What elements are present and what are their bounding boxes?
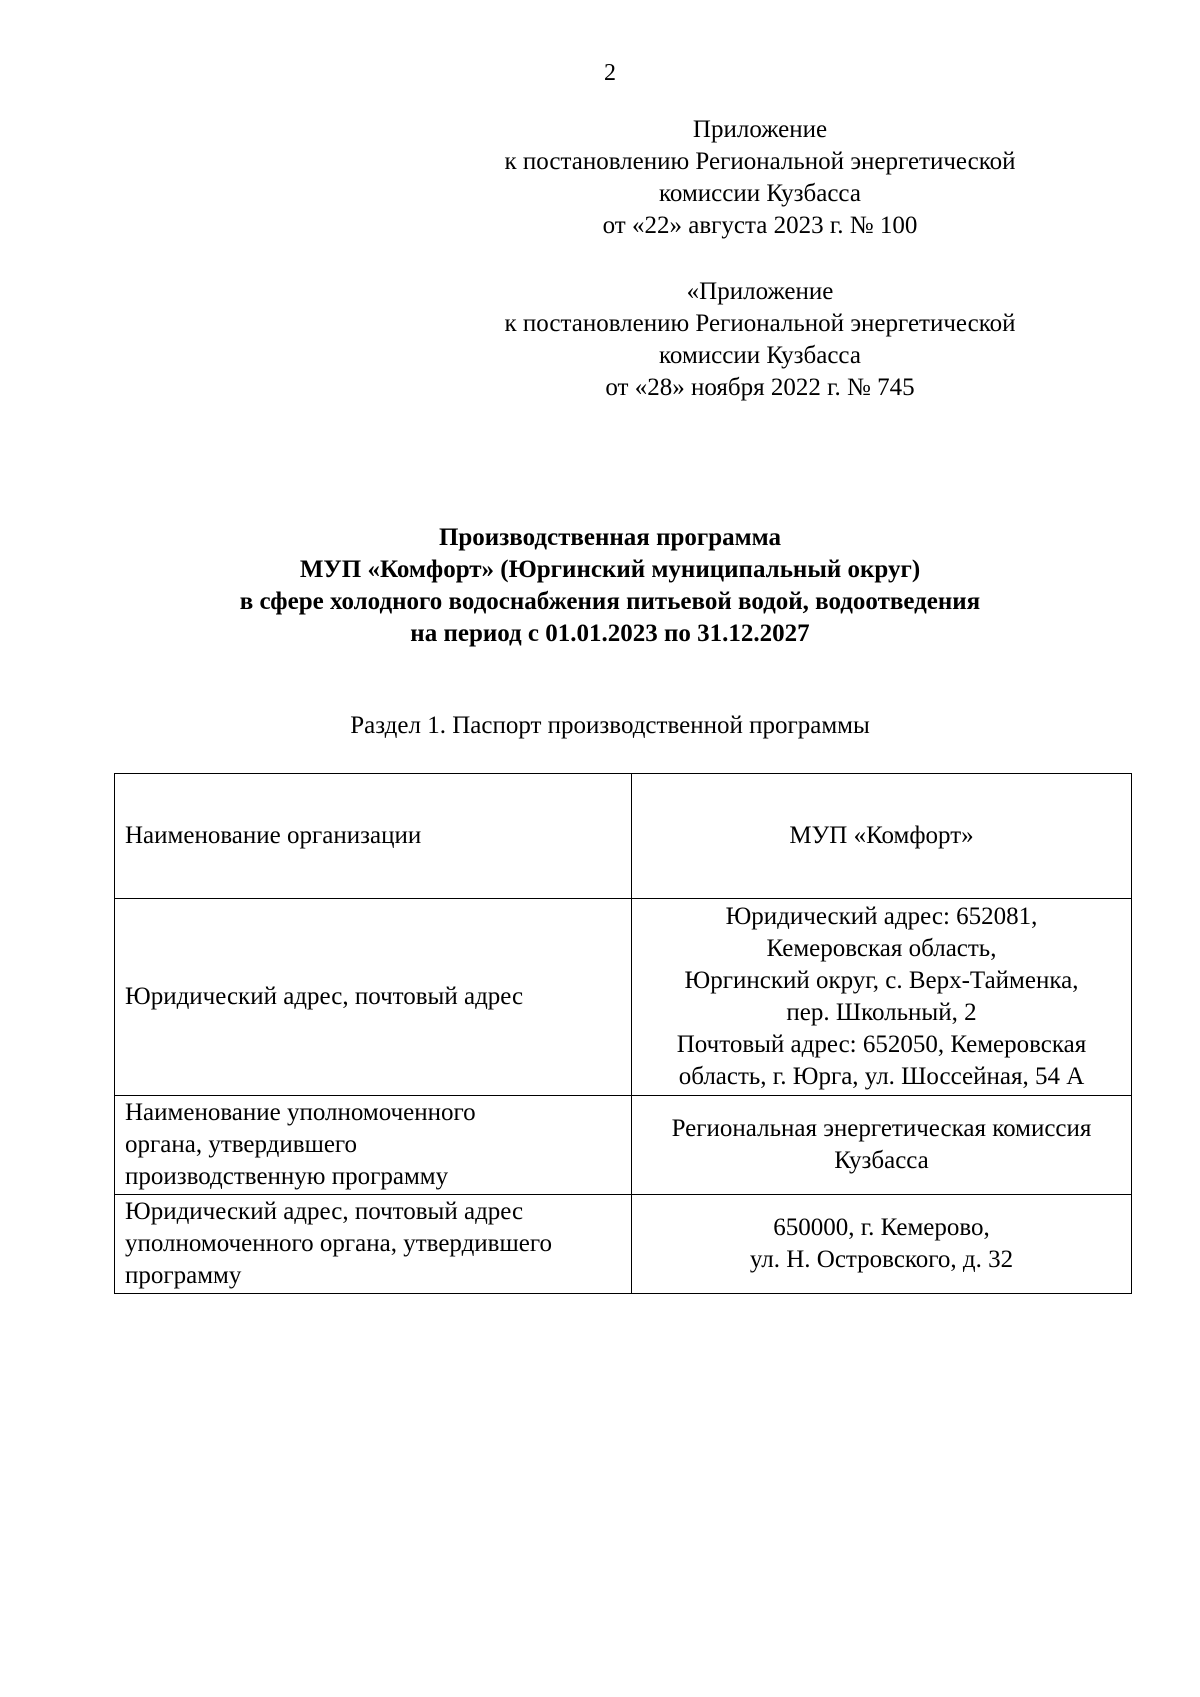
cell-line: МУП «Комфорт»	[789, 822, 974, 849]
cell-line: производственную программу	[125, 1163, 449, 1190]
table-label-cell	[115, 774, 632, 899]
table-row	[115, 774, 1132, 899]
title-line: в сфере холодного водоснабжения питьевой водой, водоотведения	[239, 588, 981, 615]
cell-line: Наименование организации	[125, 822, 422, 849]
table-row	[115, 1096, 1132, 1195]
cell-line: Почтовый адрес: 652050, Кемеровская	[676, 1031, 1087, 1058]
cell-line: 650000, г. Кемерово,	[773, 1214, 990, 1241]
program-title	[110, 522, 1110, 650]
table-label-cell	[115, 899, 632, 1096]
cell-line: ул. Н. Островского, д. 32	[749, 1246, 1014, 1273]
cell-line: Региональная энергетическая комиссия	[671, 1115, 1092, 1142]
appendix-line: к постановлению Региональной энергетической	[504, 148, 1016, 175]
cell-line: органа, утвердившего	[125, 1131, 358, 1158]
table-row	[115, 899, 1132, 1096]
cell-line: Наименование уполномоченного	[125, 1099, 476, 1126]
cell-line: Юридический адрес, почтовый адрес	[125, 983, 524, 1010]
table-row	[115, 1195, 1132, 1294]
table-label-cell	[115, 1195, 632, 1294]
title-line: МУП «Комфорт» (Юргинский муниципальный округ)	[299, 556, 921, 583]
section-heading: Раздел 1. Паспорт производственной программы	[350, 712, 870, 739]
cell-line: Юргинский округ, с. Верх-Тайменка,	[684, 967, 1079, 994]
appendix-header-original	[460, 276, 1060, 404]
table-label-cell	[115, 1096, 632, 1195]
passport-table	[114, 773, 1132, 1294]
table-value-cell	[632, 774, 1132, 899]
cell-line: программу	[125, 1262, 242, 1289]
table-value-cell	[632, 1195, 1132, 1294]
cell-line: пер. Школьный, 2	[786, 999, 977, 1026]
page-number: 2	[604, 60, 616, 86]
appendix-line: от «22» августа 2023 г. № 100	[602, 212, 918, 239]
appendix-line: комиссии Кузбасса	[659, 342, 861, 369]
appendix-header-current	[460, 114, 1060, 242]
appendix-line: к постановлению Региональной энергетической	[504, 310, 1016, 337]
cell-line: Кузбасса	[834, 1147, 929, 1174]
cell-line: область, г. Юрга, ул. Шоссейная, 54 А	[678, 1063, 1085, 1090]
cell-line: Кемеровская область,	[766, 935, 997, 962]
table-value-cell	[632, 1096, 1132, 1195]
appendix-line: «Приложение	[686, 278, 834, 305]
cell-line: Юридический адрес, почтовый адрес	[125, 1198, 524, 1225]
cell-line: уполномоченного органа, утвердившего	[125, 1230, 552, 1257]
appendix-line: комиссии Кузбасса	[659, 180, 861, 207]
cell-line: Юридический адрес: 652081,	[725, 903, 1038, 930]
appendix-line: Приложение	[692, 116, 828, 143]
table-value-cell	[632, 899, 1132, 1096]
title-line: Производственная программа	[438, 524, 782, 551]
appendix-line: от «28» ноября 2022 г. № 745	[605, 374, 915, 401]
title-line: на период с 01.01.2023 по 31.12.2027	[410, 620, 810, 647]
